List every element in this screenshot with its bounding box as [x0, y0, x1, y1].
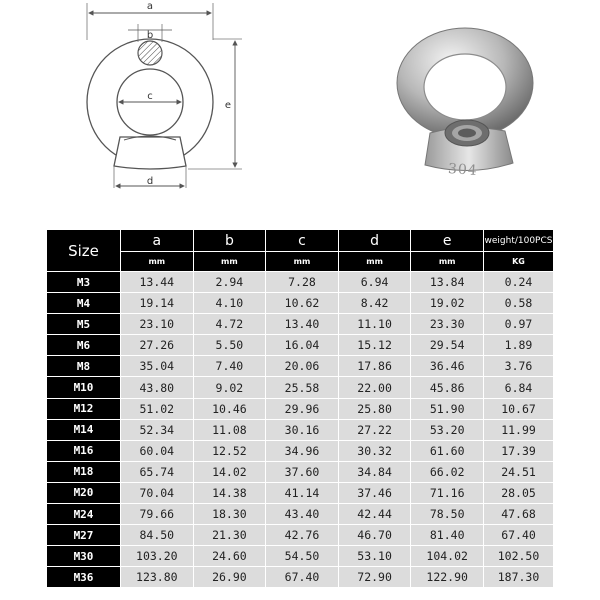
value-cell-c: 34.96	[266, 440, 339, 461]
value-cell-b: 24.60	[193, 546, 266, 567]
value-cell-a: 84.50	[121, 525, 194, 546]
value-cell-c: 30.16	[266, 419, 339, 440]
table-row	[47, 293, 554, 314]
value-cell-w: 47.68	[484, 504, 554, 525]
value-cell-a: 123.80	[121, 567, 194, 588]
value-cell-c: 16.04	[266, 335, 339, 356]
value-cell-c: 54.50	[266, 546, 339, 567]
table-row	[47, 525, 554, 546]
value-cell-e: 19.02	[411, 293, 484, 314]
value-cell-e: 78.50	[411, 504, 484, 525]
value-cell-e: 36.46	[411, 356, 484, 377]
value-cell-d: 25.80	[338, 398, 411, 419]
column-header-c: c	[266, 230, 339, 252]
value-cell-c: 42.76	[266, 525, 339, 546]
size-cell: M3	[47, 272, 121, 293]
size-cell: M12	[47, 398, 121, 419]
value-cell-d: 15.12	[338, 335, 411, 356]
value-cell-b: 11.08	[193, 419, 266, 440]
value-cell-b: 21.30	[193, 525, 266, 546]
unit-a: mm	[121, 252, 194, 272]
value-cell-w: 187.30	[484, 567, 554, 588]
value-cell-w: 3.76	[484, 356, 554, 377]
value-cell-a: 79.66	[121, 504, 194, 525]
table-row	[47, 482, 554, 503]
size-cell: M8	[47, 356, 121, 377]
dimension-e-label: e	[224, 100, 232, 111]
value-cell-e: 104.02	[411, 546, 484, 567]
value-cell-a: 23.10	[121, 314, 194, 335]
table-row	[47, 335, 554, 356]
value-cell-e: 66.02	[411, 461, 484, 482]
value-cell-w: 6.84	[484, 377, 554, 398]
dimension-a-label: a	[146, 1, 154, 12]
value-cell-d: 17.86	[338, 356, 411, 377]
value-cell-a: 103.20	[121, 546, 194, 567]
value-cell-c: 13.40	[266, 314, 339, 335]
value-cell-d: 6.94	[338, 272, 411, 293]
size-cell: M16	[47, 440, 121, 461]
material-stamp-304: 304	[447, 160, 479, 180]
value-cell-b: 10.46	[193, 398, 266, 419]
value-cell-a: 13.44	[121, 272, 194, 293]
value-cell-b: 4.72	[193, 314, 266, 335]
table-row	[47, 419, 554, 440]
table-row	[47, 567, 554, 588]
size-cell: M30	[47, 546, 121, 567]
value-cell-e: 13.84	[411, 272, 484, 293]
value-cell-b: 12.52	[193, 440, 266, 461]
table-row	[47, 377, 554, 398]
value-cell-w: 10.67	[484, 398, 554, 419]
value-cell-e: 71.16	[411, 482, 484, 503]
column-header-b: b	[193, 230, 266, 252]
value-cell-a: 60.04	[121, 440, 194, 461]
nut-base-outline	[114, 137, 186, 169]
value-cell-b: 9.02	[193, 377, 266, 398]
size-cell: M36	[47, 567, 121, 588]
unit-c: mm	[266, 252, 339, 272]
value-cell-a: 43.80	[121, 377, 194, 398]
value-cell-c: 29.96	[266, 398, 339, 419]
size-cell: M14	[47, 419, 121, 440]
value-cell-d: 53.10	[338, 546, 411, 567]
table-row	[47, 356, 554, 377]
dimension-d-label: d	[146, 176, 154, 187]
value-cell-a: 35.04	[121, 356, 194, 377]
value-cell-d: 46.70	[338, 525, 411, 546]
value-cell-b: 4.10	[193, 293, 266, 314]
size-cell: M6	[47, 335, 121, 356]
size-cell: M5	[47, 314, 121, 335]
value-cell-e: 51.90	[411, 398, 484, 419]
value-cell-b: 14.02	[193, 461, 266, 482]
eye-nut-technical-drawing	[70, 0, 260, 215]
dimension-b-label: b	[146, 30, 154, 41]
value-cell-w: 1.89	[484, 335, 554, 356]
value-cell-e: 61.60	[411, 440, 484, 461]
value-cell-b: 14.38	[193, 482, 266, 503]
value-cell-c: 20.06	[266, 356, 339, 377]
value-cell-d: 8.42	[338, 293, 411, 314]
value-cell-b: 26.90	[193, 567, 266, 588]
value-cell-d: 42.44	[338, 504, 411, 525]
size-cell: M18	[47, 461, 121, 482]
value-cell-d: 30.32	[338, 440, 411, 461]
dimension-spec-table	[46, 229, 554, 588]
value-cell-e: 122.90	[411, 567, 484, 588]
value-cell-w: 17.39	[484, 440, 554, 461]
size-cell: M10	[47, 377, 121, 398]
size-cell: M20	[47, 482, 121, 503]
size-cell: M27	[47, 525, 121, 546]
value-cell-b: 7.40	[193, 356, 266, 377]
column-header-e: e	[411, 230, 484, 252]
value-cell-c: 37.60	[266, 461, 339, 482]
value-cell-w: 0.24	[484, 272, 554, 293]
table-row	[47, 504, 554, 525]
value-cell-d: 72.90	[338, 567, 411, 588]
table-row	[47, 272, 554, 293]
value-cell-a: 70.04	[121, 482, 194, 503]
table-row	[47, 314, 554, 335]
size-cell: M24	[47, 504, 121, 525]
cross-section-hatch	[138, 41, 162, 65]
column-header-weight: weight/100PCS	[484, 230, 554, 252]
value-cell-e: 53.20	[411, 419, 484, 440]
value-cell-w: 11.99	[484, 419, 554, 440]
value-cell-w: 67.40	[484, 525, 554, 546]
table-row	[47, 461, 554, 482]
unit-d: mm	[338, 252, 411, 272]
value-cell-d: 11.10	[338, 314, 411, 335]
table-row	[47, 546, 554, 567]
value-cell-a: 27.26	[121, 335, 194, 356]
value-cell-d: 22.00	[338, 377, 411, 398]
table-row	[47, 440, 554, 461]
value-cell-c: 10.62	[266, 293, 339, 314]
value-cell-e: 23.30	[411, 314, 484, 335]
value-cell-a: 65.74	[121, 461, 194, 482]
value-cell-d: 27.22	[338, 419, 411, 440]
value-cell-w: 24.51	[484, 461, 554, 482]
value-cell-b: 2.94	[193, 272, 266, 293]
value-cell-c: 41.14	[266, 482, 339, 503]
value-cell-w: 0.97	[484, 314, 554, 335]
value-cell-d: 37.46	[338, 482, 411, 503]
value-cell-a: 19.14	[121, 293, 194, 314]
value-cell-e: 29.54	[411, 335, 484, 356]
unit-e: mm	[411, 252, 484, 272]
column-header-a: a	[121, 230, 194, 252]
value-cell-b: 5.50	[193, 335, 266, 356]
value-cell-e: 45.86	[411, 377, 484, 398]
table-row	[47, 398, 554, 419]
spec-table-body	[47, 272, 554, 588]
value-cell-w: 102.50	[484, 546, 554, 567]
value-cell-w: 0.58	[484, 293, 554, 314]
value-cell-b: 18.30	[193, 504, 266, 525]
dimension-c-label: c	[147, 91, 153, 102]
value-cell-c: 43.40	[266, 504, 339, 525]
value-cell-w: 28.05	[484, 482, 554, 503]
value-cell-c: 67.40	[266, 567, 339, 588]
unit-weight: KG	[484, 252, 554, 272]
value-cell-e: 81.40	[411, 525, 484, 546]
unit-b: mm	[193, 252, 266, 272]
column-header-d: d	[338, 230, 411, 252]
size-cell: M4	[47, 293, 121, 314]
size-header: Size	[47, 230, 121, 272]
value-cell-c: 25.58	[266, 377, 339, 398]
value-cell-d: 34.84	[338, 461, 411, 482]
value-cell-c: 7.28	[266, 272, 339, 293]
value-cell-a: 52.34	[121, 419, 194, 440]
value-cell-a: 51.02	[121, 398, 194, 419]
